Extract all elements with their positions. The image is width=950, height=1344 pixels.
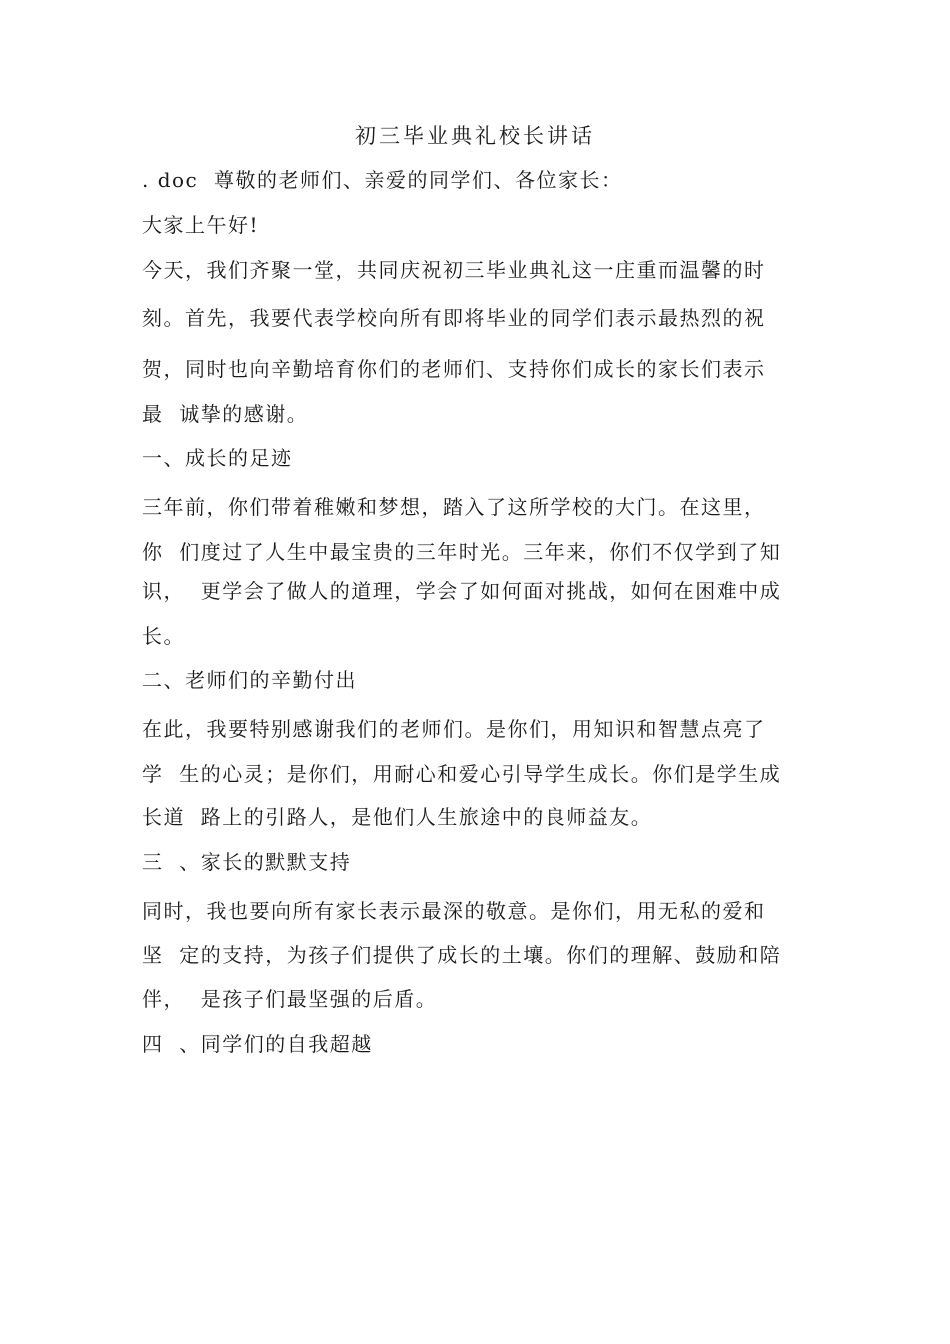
paragraph-line: 学 生的心灵；是你们，用耐心和爱心引导学生成长。你们是学生成 <box>142 762 782 786</box>
greeting: 大家上午好! <box>142 213 260 237</box>
paragraph-line: 在此，我要特别感谢我们的老师们。是你们，用知识和智慧点亮了 <box>142 717 766 741</box>
section-heading: 一、成长的足迹 <box>142 446 293 470</box>
paragraph-line: 三年前，你们带着稚嫩和梦想，踏入了这所学校的大门。在这里， <box>142 495 766 519</box>
paragraph-line: 长。 <box>142 624 185 648</box>
document-title: 初三毕业典礼校长讲话 <box>355 124 595 148</box>
section-heading: 四 、同学们的自我超越 <box>142 1032 373 1056</box>
paragraph-line: 伴， 是孩子们最坚强的后盾。 <box>142 987 438 1011</box>
paragraph-line: 你 们度过了人生中最宝贵的三年时光。三年来，你们不仅学到了知 <box>142 540 782 564</box>
paragraph-line: 识， 更学会了做人的道理，学会了如何面对挑战，如何在困难中成 <box>142 579 782 603</box>
section-heading: 二、老师们的辛勤付出 <box>142 668 357 692</box>
paragraph-line: 坚 定的支持，为孩子们提供了成长的土壤。你们的理解、鼓励和陪 <box>142 943 782 967</box>
intro-line: 刻。首先，我要代表学校向所有即将毕业的同学们表示最热烈的祝 <box>142 306 766 330</box>
section-heading: 三 、家长的默默支持 <box>142 850 352 874</box>
intro-line: 贺，同时也向辛勤培育你们的老师们、支持你们成长的家长们表示 <box>142 357 766 381</box>
paragraph-line: 同时，我也要向所有家长表示最深的敬意。是你们，用无私的爱和 <box>142 899 766 923</box>
intro-line: 最 诚挚的感谢。 <box>142 402 309 426</box>
paragraph-line: 长道 路上的引路人，是他们人生旅途中的良师益友。 <box>142 805 653 829</box>
intro-line: 今天，我们齐聚一堂，共同庆祝初三毕业典礼这一庄重而温馨的时 <box>142 258 766 282</box>
salutation: . doc 尊敬的老师们、亲爱的同学们、各位家长： <box>142 168 623 192</box>
